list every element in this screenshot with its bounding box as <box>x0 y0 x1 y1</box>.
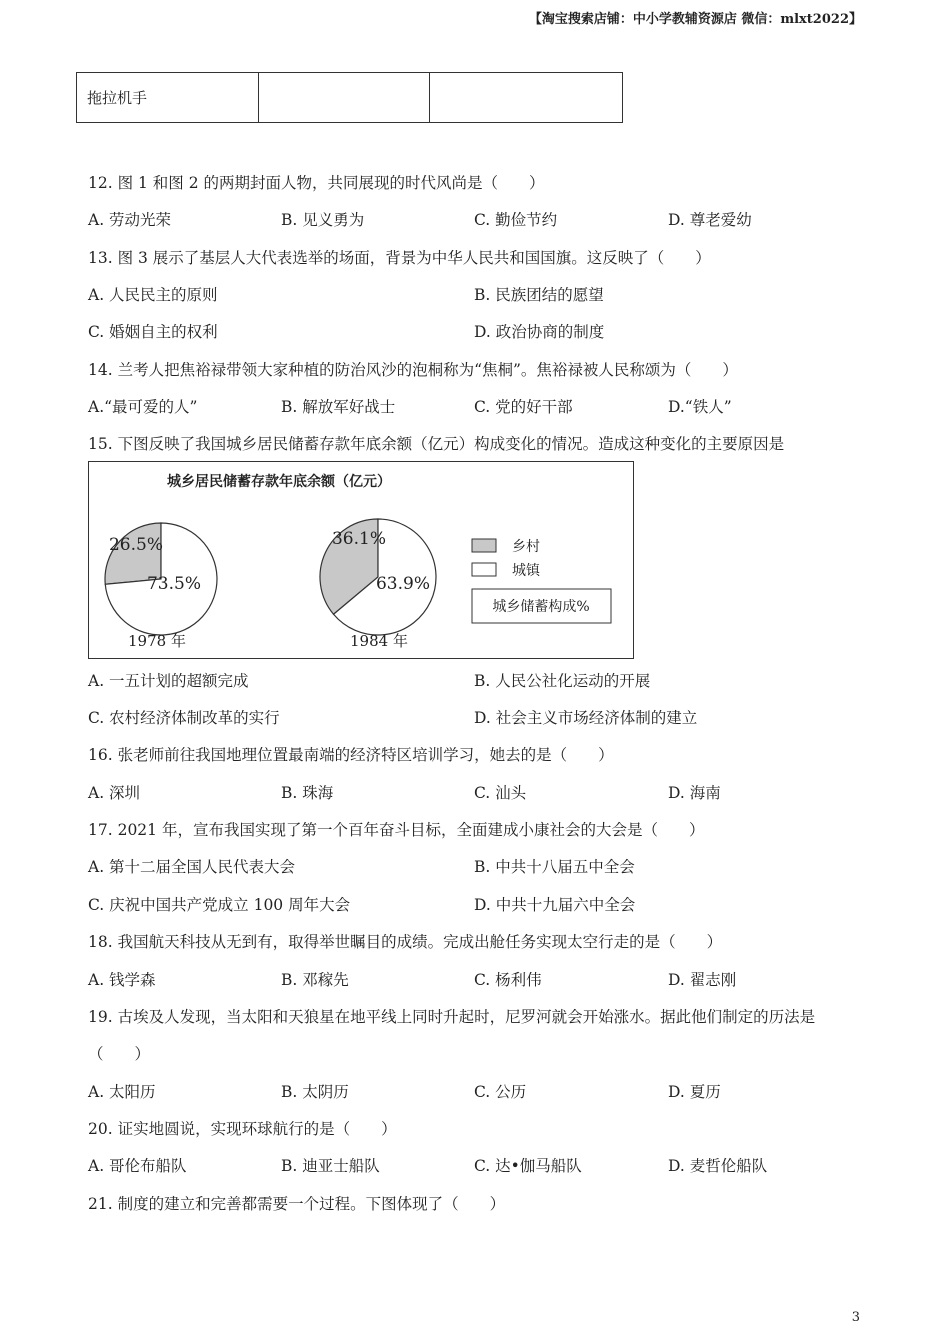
pie-1984-rural-label: 36.1% <box>331 529 387 549</box>
q16-option-d[interactable]: D. 海南 <box>668 784 721 802</box>
legend-swatch-rural <box>472 539 496 552</box>
question-14-stem: 14. 兰考人把焦裕禄带领大家种植的防治风沙的泡桐称为“焦桐”。焦裕禄被人民称颂为（ ） <box>88 361 738 379</box>
q15-option-b[interactable]: B. 人民公社化运动的开展 <box>474 672 651 690</box>
page-header-watermark: 【淘宝搜索店铺：中小学教辅资源店 微信：mlxt2022】 <box>528 12 862 27</box>
question-15-stem: 15. 下图反映了我国城乡居民储蓄存款年底余额（亿元）构成变化的情况。造成这种变化的主要原因是 <box>88 435 785 453</box>
question-20-stem: 20. 证实地圆说，实现环球航行的是（ ） <box>88 1120 397 1138</box>
chart-note: 城乡储蓄构成% <box>492 599 590 615</box>
q18-option-d[interactable]: D. 翟志刚 <box>668 971 737 989</box>
question-12-stem: 12. 图 1 和图 2 的两期封面人物，共同展现的时代风尚是（ ） <box>88 174 545 192</box>
q19-option-a[interactable]: A. 太阳历 <box>88 1083 156 1101</box>
question-13-stem: 13. 图 3 展示了基层人大代表选举的场面，背景为中华人民共和国国旗。这反映了（ ） <box>88 249 711 267</box>
pie-1978 <box>105 523 217 650</box>
q15-option-d[interactable]: D. 社会主义市场经济体制的建立 <box>474 709 698 727</box>
q20-option-a[interactable]: A. 哥伦布船队 <box>88 1157 187 1175</box>
legend-swatch-urban <box>472 563 496 576</box>
question-19-stem-continued: （ ） <box>88 1045 151 1063</box>
pie-1978-year-label: 1978 年 <box>128 632 186 650</box>
question-19-stem: 19. 古埃及人发现，当太阳和天狼星在地平线上同时升起时，尼罗河就会开始涨水。据此他们制定的历法是 <box>88 1008 816 1026</box>
pie-1978-urban-label: 73.5% <box>146 574 202 594</box>
page-number: 3 <box>851 1310 860 1325</box>
chart-title: 城乡居民储蓄存款年底余额（亿元） <box>167 474 391 490</box>
question-16-stem: 16. 张老师前往我国地理位置最南端的经济特区培训学习，她去的是（ ） <box>88 746 614 764</box>
q20-option-c[interactable]: C. 达•伽马船队 <box>474 1157 582 1175</box>
question-17-stem: 17. 2021 年，宣布我国实现了第一个百年奋斗目标，全面建成小康社会的大会是（ ） <box>88 821 705 839</box>
q19-option-b[interactable]: B. 太阴历 <box>281 1083 349 1101</box>
q12-option-d[interactable]: D. 尊老爱幼 <box>668 211 752 229</box>
q14-option-d[interactable]: D.“铁人” <box>668 398 732 416</box>
question-21-stem: 21. 制度的建立和完善都需要一个过程。下图体现了（ ） <box>88 1195 506 1213</box>
q19-option-c[interactable]: C. 公历 <box>474 1083 527 1101</box>
pie-1984 <box>320 519 436 650</box>
q12-option-b[interactable]: B. 见义勇为 <box>281 211 365 229</box>
q15-option-c[interactable]: C. 农村经济体制改革的实行 <box>88 709 280 727</box>
q20-option-d[interactable]: D. 麦哲伦船队 <box>668 1157 768 1175</box>
table-cell: 拖拉机手 <box>77 73 259 123</box>
q12-option-c[interactable]: C. 勤俭节约 <box>474 211 558 229</box>
q16-option-c[interactable]: C. 汕头 <box>474 784 527 802</box>
table-cell <box>430 73 623 123</box>
q13-option-a[interactable]: A. 人民民主的原则 <box>88 286 218 304</box>
question-18-stem: 18. 我国航天科技从无到有，取得举世瞩目的成绩。完成出舱任务实现太空行走的是（ ） <box>88 933 723 951</box>
pie-1984-urban-label: 63.9% <box>375 574 431 594</box>
q13-option-d[interactable]: D. 政治协商的制度 <box>474 323 605 341</box>
chart-legend <box>472 538 611 623</box>
table-cell <box>259 73 430 123</box>
q18-option-c[interactable]: C. 杨利伟 <box>474 971 542 989</box>
legend-label-rural: 乡村 <box>512 539 540 555</box>
q14-option-a[interactable]: A.“最可爱的人” <box>88 398 198 416</box>
q19-option-d[interactable]: D. 夏历 <box>668 1083 721 1101</box>
pie-1978-rural-label: 26.5% <box>108 535 164 555</box>
q18-option-a[interactable]: A. 钱学森 <box>88 971 156 989</box>
q13-option-c[interactable]: C. 婚姻自主的权利 <box>88 323 218 341</box>
q14-option-b[interactable]: B. 解放军好战士 <box>281 398 396 416</box>
q18-option-b[interactable]: B. 邓稼先 <box>281 971 349 989</box>
q16-option-b[interactable]: B. 珠海 <box>281 784 334 802</box>
q14-option-c[interactable]: C. 党的好干部 <box>474 398 573 416</box>
q20-option-b[interactable]: B. 迪亚士船队 <box>281 1157 380 1175</box>
savings-pie-chart <box>88 461 634 659</box>
q13-option-b[interactable]: B. 民族团结的愿望 <box>474 286 604 304</box>
q17-option-a[interactable]: A. 第十二届全国人民代表大会 <box>88 858 296 876</box>
q12-option-a[interactable]: A. 劳动光荣 <box>88 211 172 229</box>
q17-option-b[interactable]: B. 中共十八届五中全会 <box>474 858 635 876</box>
q16-option-a[interactable]: A. 深圳 <box>88 784 141 802</box>
occupation-table <box>76 72 623 123</box>
pie-1984-year-label: 1984 年 <box>350 632 408 650</box>
legend-label-urban: 城镇 <box>512 563 540 579</box>
q15-option-a[interactable]: A. 一五计划的超额完成 <box>88 672 249 690</box>
table-row <box>77 73 623 123</box>
q17-option-c[interactable]: C. 庆祝中国共产党成立 100 周年大会 <box>88 896 351 914</box>
q17-option-d[interactable]: D. 中共十九届六中全会 <box>474 896 636 914</box>
